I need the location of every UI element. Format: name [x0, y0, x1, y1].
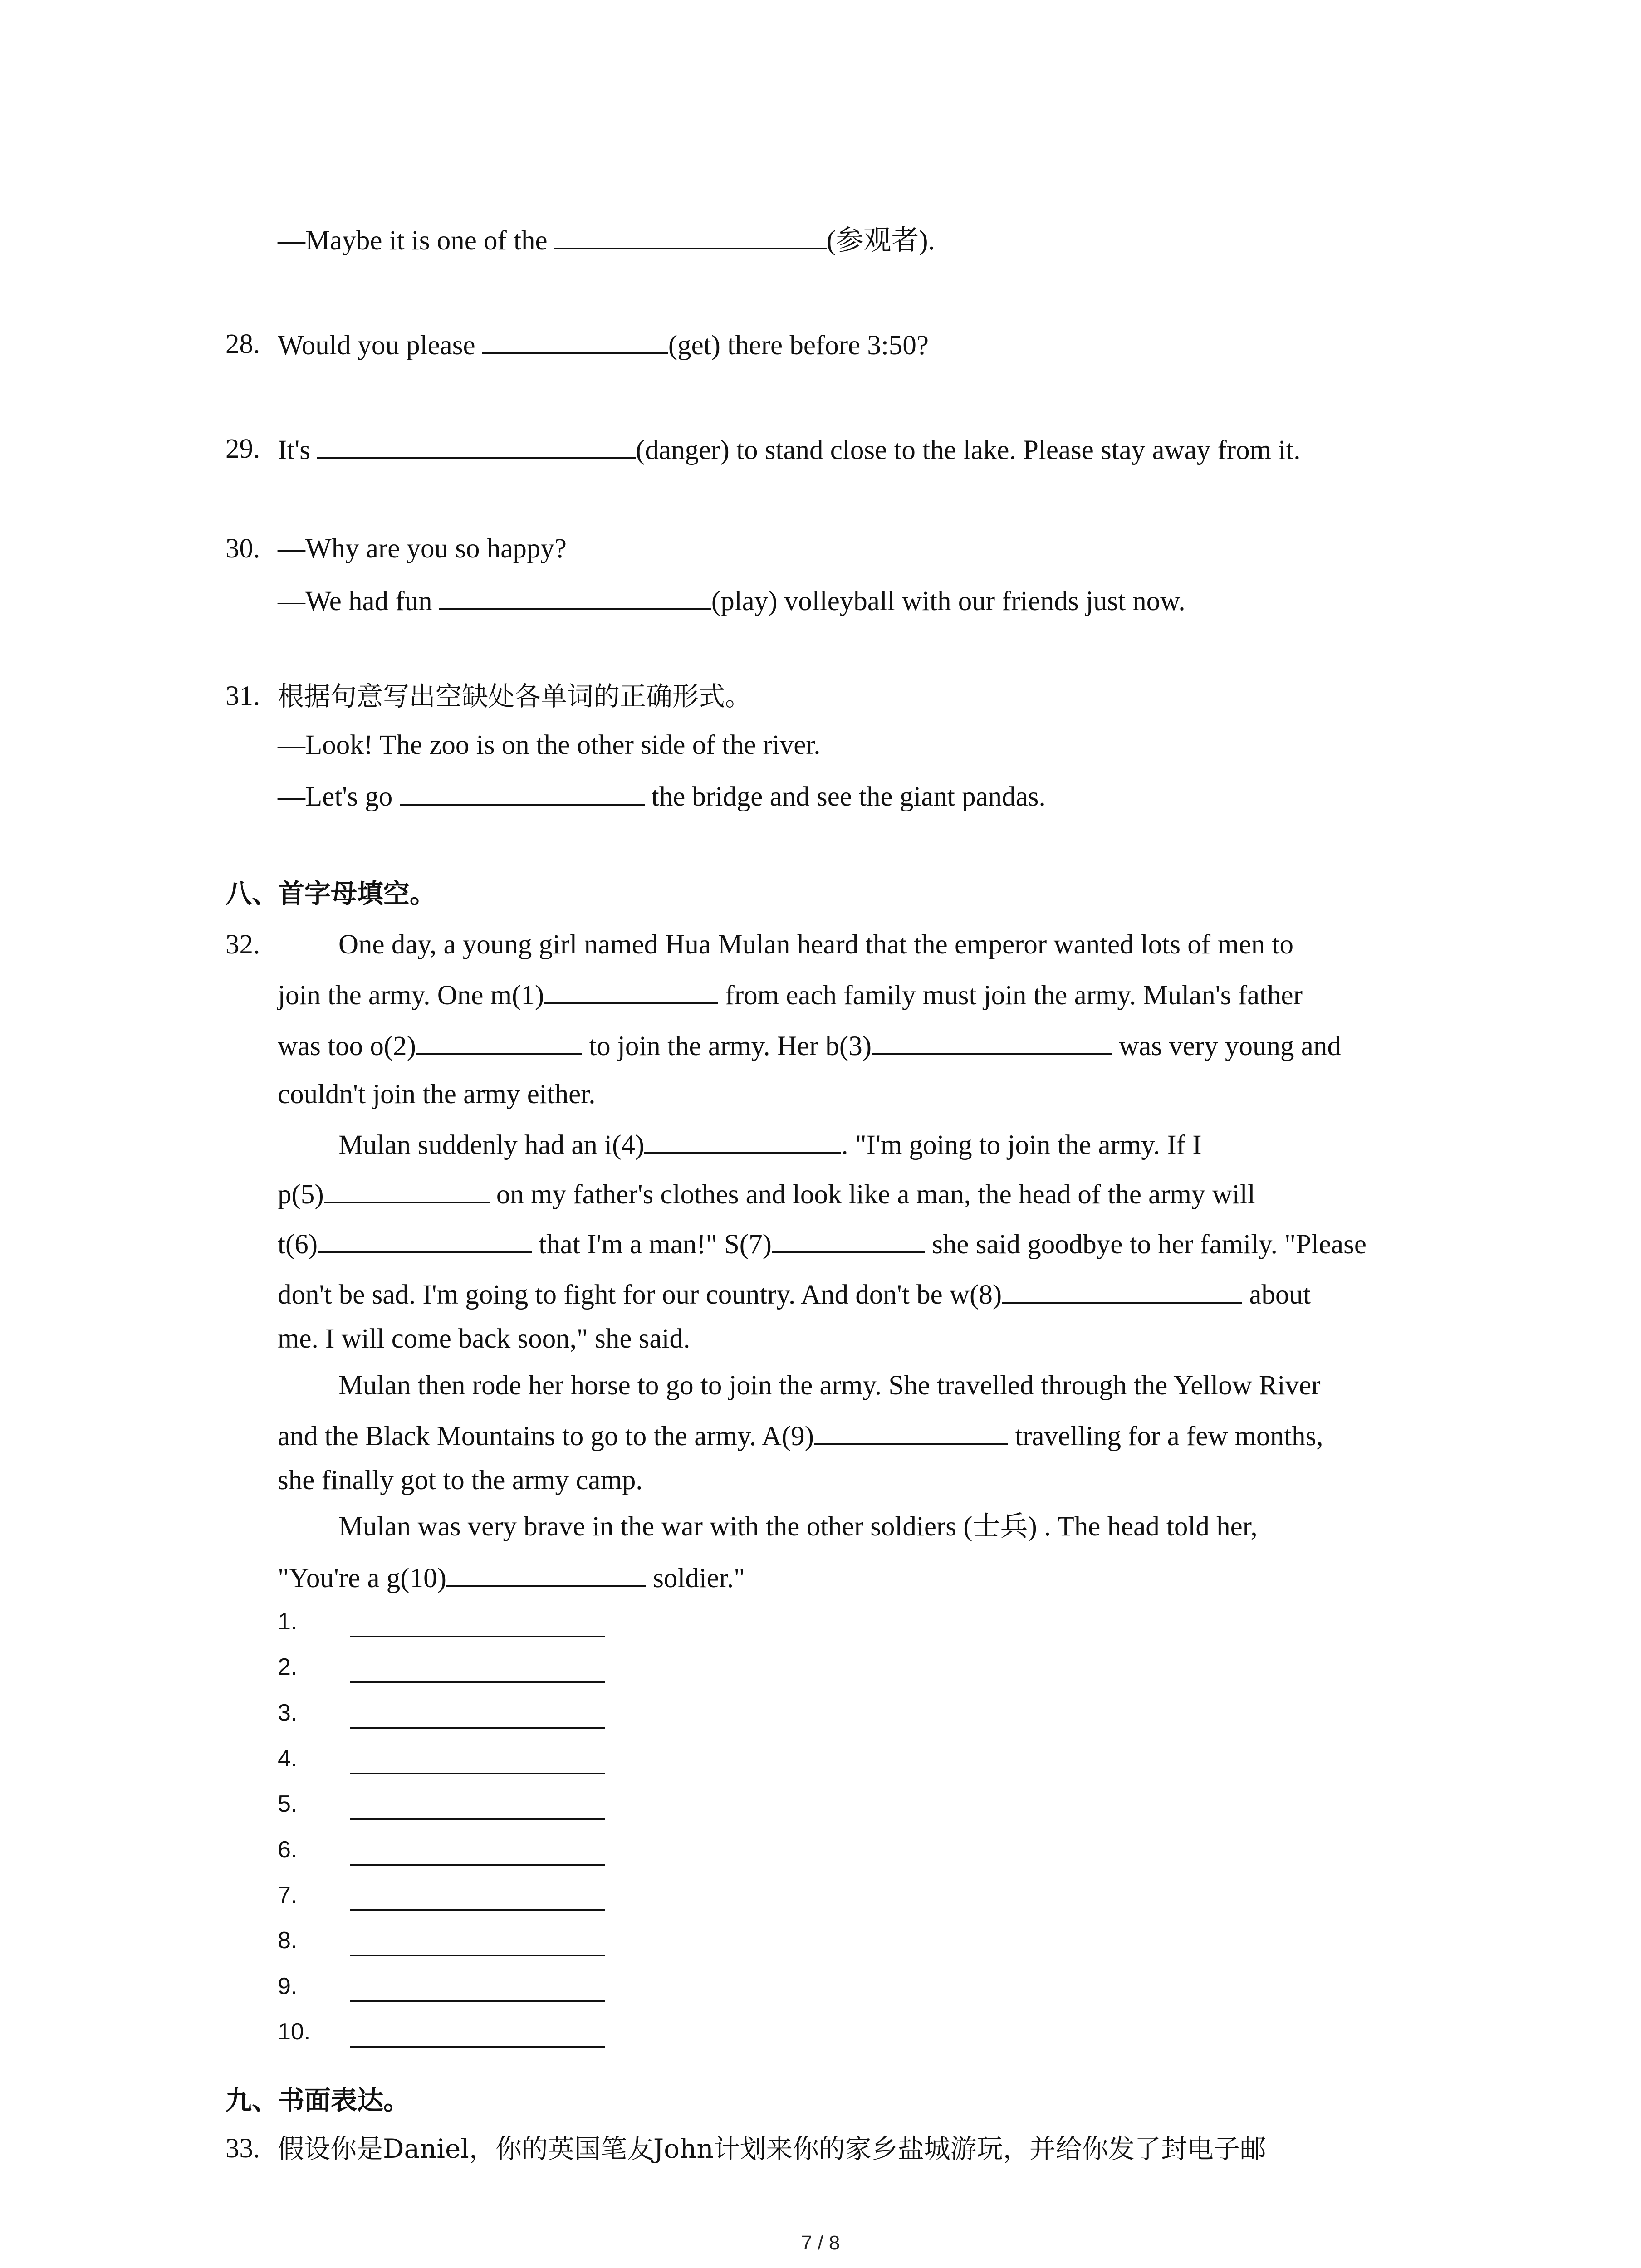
q31-blank[interactable]: [400, 777, 645, 806]
q32-blank-3[interactable]: [872, 1027, 1112, 1055]
q33-text: 假设你是Daniel，你的英国笔友John计划来你的家乡盐城游玩，并给你发了封电子邮: [278, 2133, 1266, 2164]
q33-number: 33.: [225, 2133, 260, 2164]
answer-number: 2.: [278, 1654, 298, 1680]
q32-blank-5[interactable]: [324, 1175, 490, 1203]
answer-number: 5.: [278, 1791, 298, 1817]
answer-number: 8.: [278, 1927, 298, 1954]
q32-text: was very young and: [1112, 1031, 1341, 1061]
q30-line1: —Why are you so happy?: [278, 533, 567, 564]
answer-line[interactable]: [350, 1864, 605, 1866]
q30-blank[interactable]: [439, 582, 711, 610]
q28-line: [278, 326, 929, 364]
q32-text: . "I'm going to join the army. If I: [841, 1130, 1202, 1160]
answer-number: 9.: [278, 1973, 298, 1999]
answer-number: 1.: [278, 1608, 298, 1635]
q32-text: Mulan suddenly had an i(4): [338, 1130, 645, 1160]
answer-line[interactable]: [350, 1773, 605, 1774]
q29-text-a: It's: [278, 435, 318, 465]
q32-blank-9[interactable]: [814, 1417, 1008, 1445]
q27-text-a: —Maybe it is one of the: [278, 225, 554, 256]
q32-p2-line5: me. I will come back soon," she said.: [278, 1324, 691, 1354]
q32-text: don't be sad. I'm going to fight for our country. And don't be w(8): [278, 1280, 1002, 1310]
section-9-title: 九、书面表达。: [225, 2085, 410, 2116]
section-8-title: 八、首字母填空。: [225, 878, 436, 909]
q32-p2-line3: [278, 1225, 1367, 1263]
q27-text-b: (参观者).: [826, 225, 935, 256]
q31-text-a: —Let's go: [278, 782, 400, 812]
q32-text: from each family must join the army. Mulan's father: [718, 980, 1303, 1011]
q32-blank-4[interactable]: [644, 1126, 841, 1154]
q32-p3-line2: [278, 1417, 1323, 1455]
q28-text-b: (get) there before 3:50?: [668, 330, 929, 361]
answer-line[interactable]: [350, 1818, 605, 1820]
q31-line1: —Look! The zoo is on the other side of the river.: [278, 730, 821, 760]
q32-p2-line2: [278, 1175, 1255, 1213]
q30-line2: [278, 582, 1185, 620]
q32-p2-line4: [278, 1276, 1311, 1313]
q32-p2-line1: [338, 1126, 1202, 1163]
answer-line[interactable]: [350, 1727, 605, 1729]
q32-blank-6[interactable]: [318, 1225, 532, 1253]
q32-text: she said goodbye to her family. "Please: [925, 1229, 1367, 1260]
answer-number: 4.: [278, 1745, 298, 1772]
q32-text: "You're a g(10): [278, 1563, 446, 1593]
q32-p1-line4: couldn't join the army either.: [278, 1079, 596, 1110]
q32-text: p(5): [278, 1179, 324, 1210]
q32-text: was too o(2): [278, 1031, 416, 1061]
page-number: 7 / 8: [801, 2232, 840, 2254]
answer-number: 10.: [278, 2019, 311, 2045]
q32-blank-1[interactable]: [544, 976, 718, 1004]
q29-text-b: (danger) to stand close to the lake. Please stay away from it.: [636, 435, 1301, 465]
answer-line[interactable]: [350, 2000, 605, 2002]
q32-blank-2[interactable]: [416, 1027, 582, 1055]
q27-blank[interactable]: [554, 221, 827, 249]
q32-blank-8[interactable]: [1002, 1276, 1242, 1304]
q32-text: on my father's clothes and look like a man, the head of the army will: [489, 1179, 1255, 1210]
q32-text: about: [1242, 1280, 1311, 1310]
answer-line[interactable]: [350, 1636, 605, 1637]
q28-number: 28.: [225, 329, 260, 359]
answer-number: 3.: [278, 1700, 298, 1726]
q32-text: t(6): [278, 1229, 318, 1260]
q32-text: travelling for a few months,: [1008, 1421, 1323, 1452]
q32-blank-7[interactable]: [772, 1225, 925, 1253]
q32-text: soldier.": [646, 1563, 745, 1593]
q32-text: join the army. One m(1): [278, 980, 544, 1011]
answer-line[interactable]: [350, 1955, 605, 1956]
q31-text-b: the bridge and see the giant pandas.: [644, 782, 1046, 812]
q31-line2: [278, 777, 1046, 815]
q27-line: [278, 221, 935, 259]
q30-text-a: —We had fun: [278, 586, 439, 616]
q32-p3-line1: Mulan then rode her horse to go to join the army. She travelled through the Yellow River: [338, 1370, 1321, 1401]
answer-number: 7.: [278, 1882, 298, 1908]
q32-blank-10[interactable]: [446, 1559, 646, 1587]
q32-number: 32.: [225, 929, 260, 960]
q32-p4-line1: Mulan was very brave in the war with the other soldiers (士兵) . The head told her,: [338, 1511, 1258, 1542]
q29-line: [278, 431, 1300, 469]
q32-p1-line3: [278, 1027, 1341, 1065]
q32-text: that I'm a man!" S(7): [532, 1229, 772, 1260]
answer-number: 6.: [278, 1837, 298, 1863]
q29-blank[interactable]: [317, 431, 636, 459]
q29-number: 29.: [225, 434, 260, 464]
q32-text: and the Black Mountains to go to the army. A(9): [278, 1421, 814, 1452]
q31-number: 31.: [225, 681, 260, 711]
q28-text-a: Would you please: [278, 330, 482, 361]
q32-p1-line2: [278, 976, 1303, 1014]
q32-p1-line1: One day, a young girl named Hua Mulan heard that the emperor wanted lots of men to: [338, 929, 1294, 960]
q31-instruction: 根据句意写出空缺处各单词的正确形式。: [278, 681, 752, 712]
q30-text-b: (play) volleyball with our friends just now.: [711, 586, 1185, 616]
q32-p3-line3: she finally got to the army camp.: [278, 1465, 643, 1496]
answer-line[interactable]: [350, 1681, 605, 1683]
answer-line[interactable]: [350, 2046, 605, 2048]
q30-number: 30.: [225, 533, 260, 564]
answer-line[interactable]: [350, 1909, 605, 1911]
q32-p4-line2: [278, 1559, 745, 1597]
q32-text: to join the army. Her b(3): [582, 1031, 872, 1061]
q28-blank[interactable]: [482, 326, 668, 354]
